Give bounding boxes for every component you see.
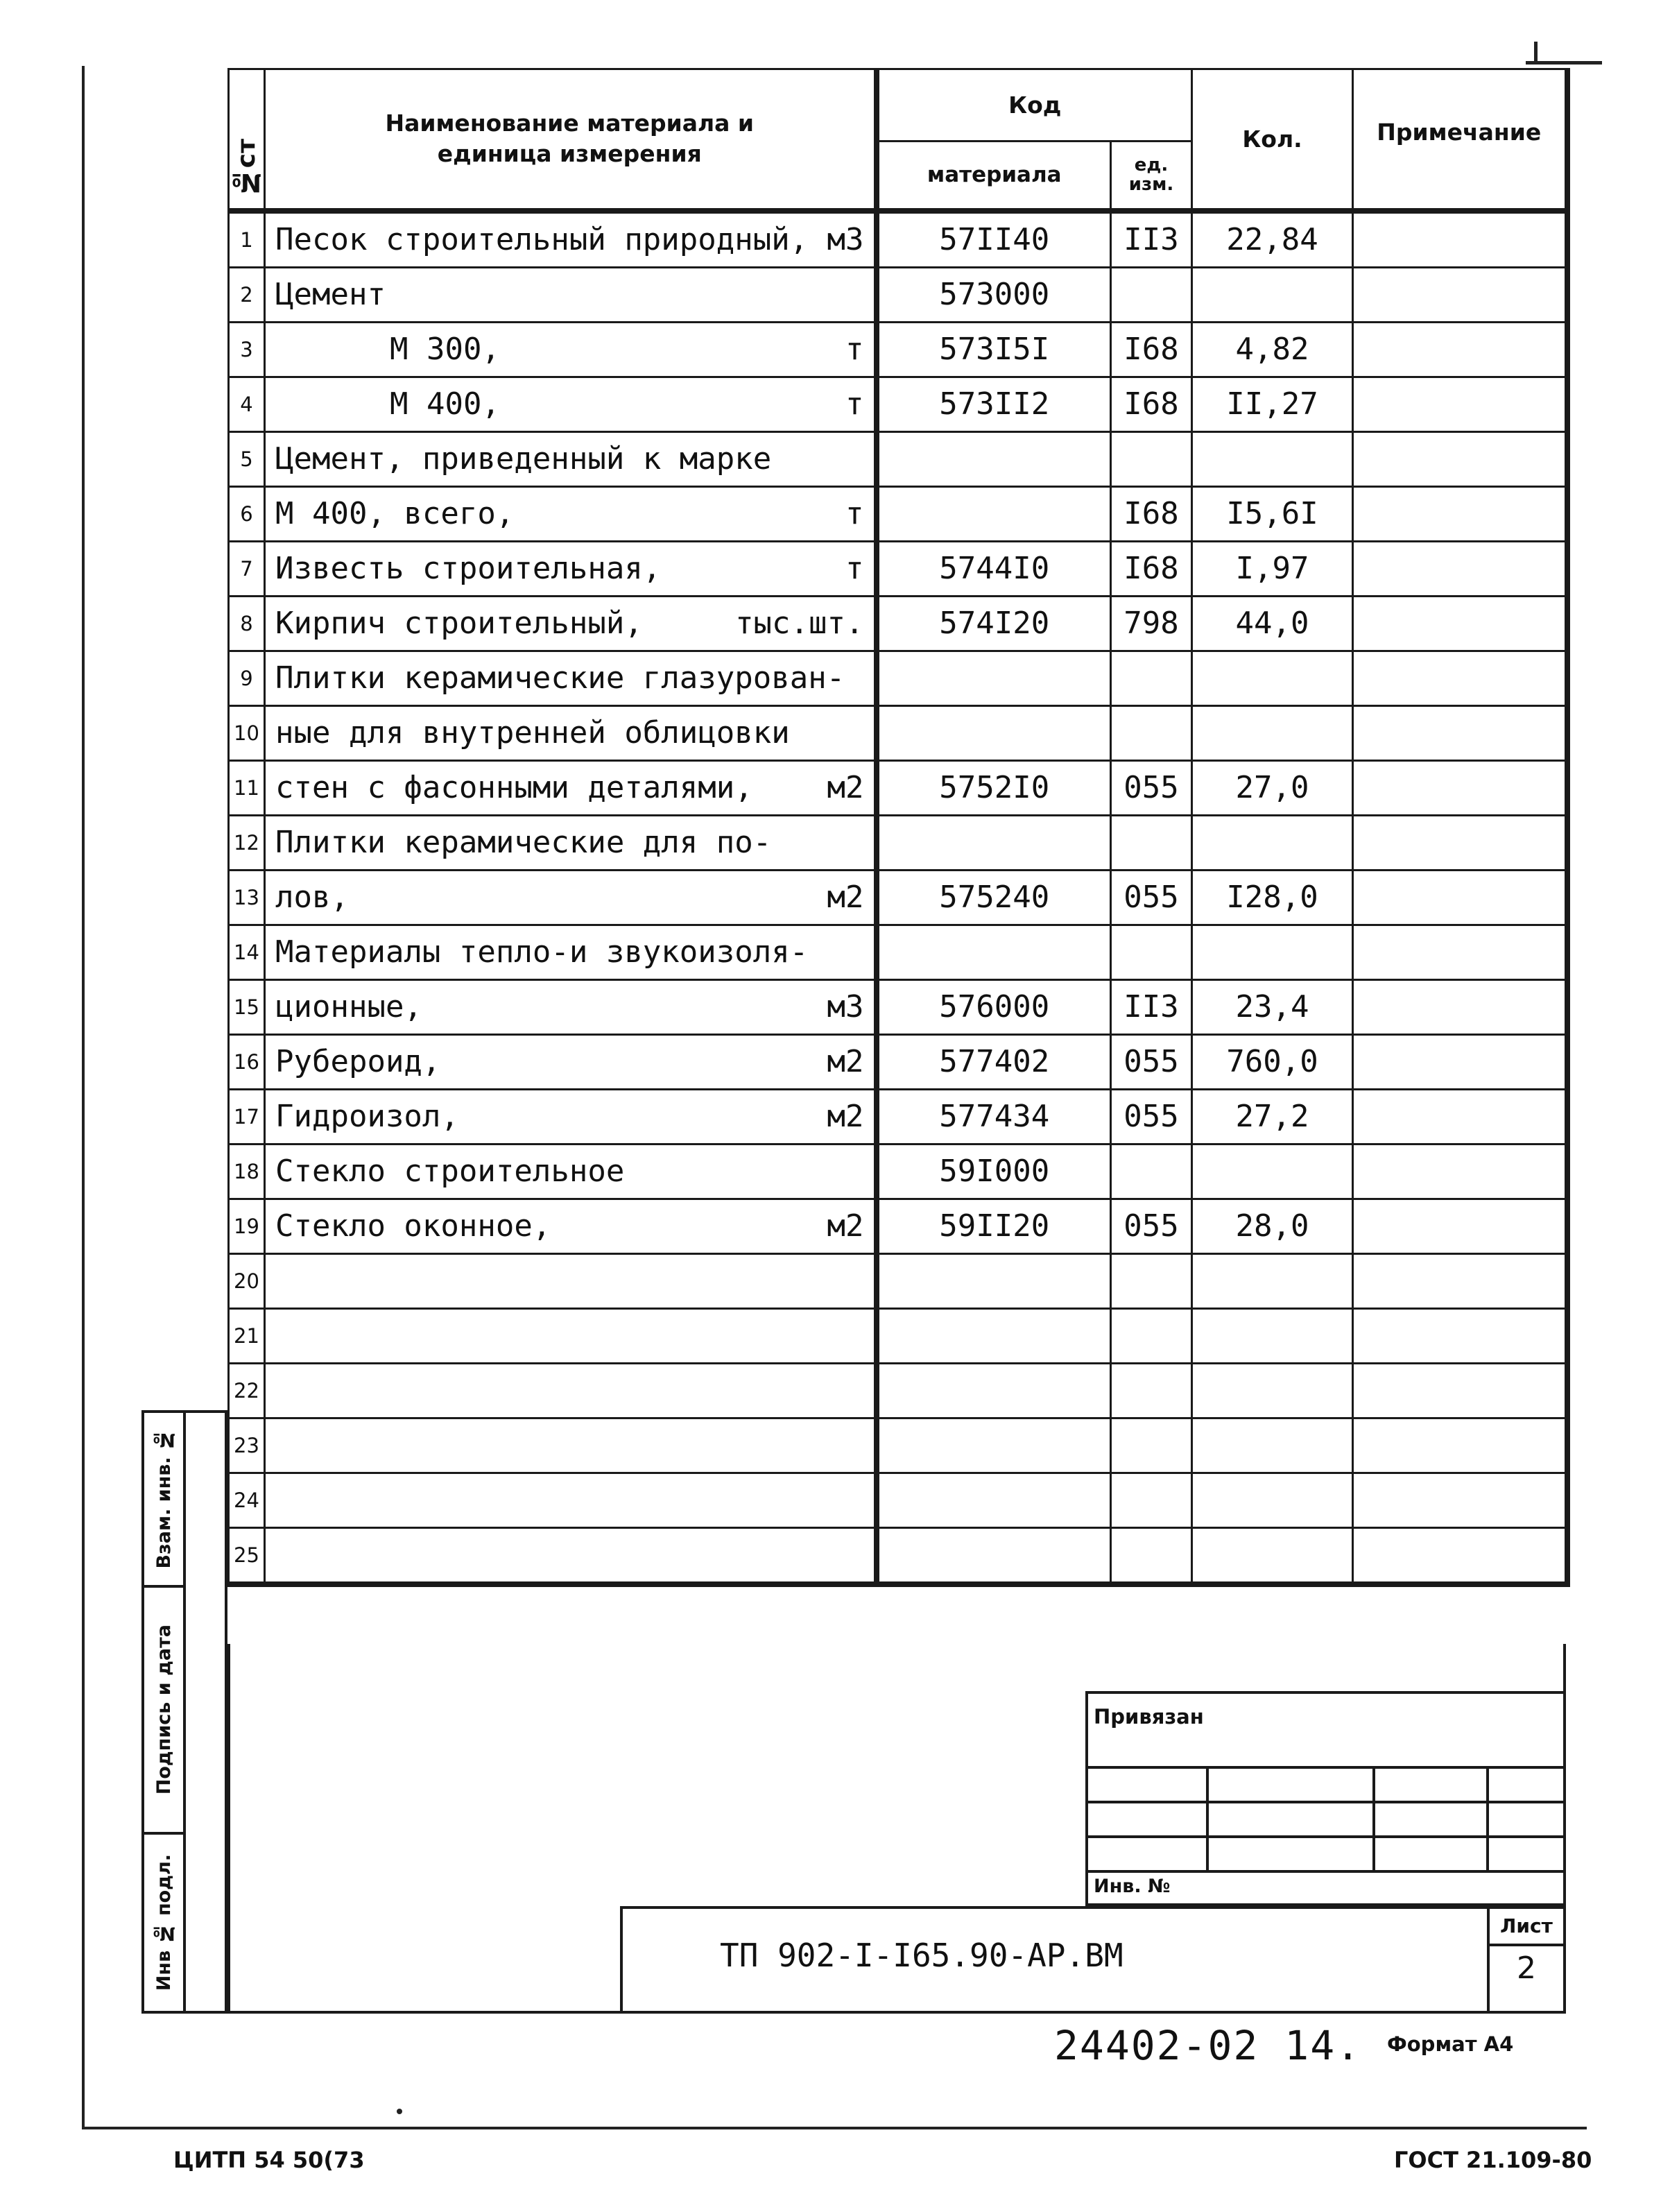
unit-code: 055	[1111, 760, 1192, 815]
table-row	[229, 1089, 1567, 1144]
material-name: Кирпич строительный,	[275, 606, 643, 641]
material-name: Гидроизол,	[275, 1099, 459, 1134]
note-cell	[1353, 1418, 1567, 1473]
gost-code: ГОСТ 21.109-80	[1394, 2147, 1592, 2173]
material-name: Материалы тепло-и звукоизоля-	[275, 934, 809, 970]
row-number: 22	[229, 1363, 265, 1418]
material-name-cell	[265, 1308, 877, 1363]
sheet-label: Лист	[1490, 1909, 1563, 1946]
material-name: Цемент, приведенный к марке	[275, 441, 772, 477]
unit-code	[1111, 1418, 1192, 1473]
material-name: ционные,	[275, 989, 422, 1024]
material-code: 5752I0	[877, 760, 1111, 815]
header-name	[265, 69, 877, 211]
material-code: 577402	[877, 1034, 1111, 1089]
side-label-inv-podl: Инв № подл.	[153, 1854, 175, 1991]
binding-stamp	[1085, 1691, 1566, 1906]
material-name-cell	[265, 1089, 877, 1144]
unit-code	[1111, 1308, 1192, 1363]
material-name: М 400,	[390, 386, 500, 422]
unit-code	[1111, 925, 1192, 979]
unit-code	[1111, 267, 1192, 322]
privyazan-label: Привязан	[1094, 1705, 1204, 1729]
material-code: 59I000	[877, 1144, 1111, 1199]
quantity	[1192, 1144, 1353, 1199]
quantity: 44,0	[1192, 596, 1353, 651]
note-cell	[1353, 651, 1567, 705]
unit-code: I68	[1111, 377, 1192, 431]
scan-speck	[397, 2109, 402, 2114]
table-row	[229, 1199, 1567, 1253]
side-label-podpis: Подпись и дата	[153, 1624, 175, 1795]
quantity	[1192, 1253, 1353, 1308]
row-number: 15	[229, 979, 265, 1034]
row-number: 4	[229, 377, 265, 431]
unit-code	[1111, 431, 1192, 486]
header-unit-code	[1111, 142, 1192, 211]
header-note	[1353, 69, 1567, 211]
note-cell	[1353, 1199, 1567, 1253]
quantity: I5,6I	[1192, 486, 1353, 541]
unit-code: I68	[1111, 541, 1192, 596]
unit-of-measure: тыс.шт.	[735, 606, 864, 641]
material-code	[877, 925, 1111, 979]
note-cell	[1353, 1144, 1567, 1199]
material-name-cell	[265, 979, 877, 1034]
row-number: 8	[229, 596, 265, 651]
citp-code: ЦИТП 54 50(73	[173, 2147, 365, 2173]
material-code: 573II2	[877, 377, 1111, 431]
binding-stamp-line	[1088, 1801, 1563, 1803]
material-code: 574I20	[877, 596, 1111, 651]
unit-code: 055	[1111, 1199, 1192, 1253]
binding-stamp-vline	[1486, 1766, 1489, 1870]
frame-bottom-border	[82, 2127, 1587, 2129]
document-designation-box	[620, 1906, 1566, 2014]
material-code	[877, 815, 1111, 870]
material-name: ные для внутренней облицовки	[275, 715, 790, 751]
unit-code	[1111, 815, 1192, 870]
unit-code: 055	[1111, 1034, 1192, 1089]
note-cell	[1353, 377, 1567, 431]
table-body	[229, 211, 1567, 1584]
material-code	[877, 431, 1111, 486]
header-name-label: Наименование материала и единица измерения	[385, 110, 755, 168]
binding-stamp-vline	[1206, 1766, 1209, 1870]
row-number: 20	[229, 1253, 265, 1308]
unit-code	[1111, 1473, 1192, 1527]
row-number: 3	[229, 322, 265, 377]
material-name: Известь строительная,	[275, 551, 662, 586]
note-cell	[1353, 1089, 1567, 1144]
unit-code: I68	[1111, 486, 1192, 541]
table-row	[229, 760, 1567, 815]
row-number: 12	[229, 815, 265, 870]
material-name-cell	[265, 705, 877, 760]
material-name: Плитки керамические для по-	[275, 825, 772, 860]
note-cell	[1353, 1363, 1567, 1418]
binding-stamp-line	[1088, 1766, 1563, 1769]
unit-of-measure: м2	[827, 1099, 864, 1134]
sheet-box	[1487, 1909, 1563, 2011]
side-label-vzam: Взам. инв. №	[153, 1429, 175, 1569]
quantity: 4,82	[1192, 322, 1353, 377]
note-cell	[1353, 1253, 1567, 1308]
note-cell	[1353, 486, 1567, 541]
material-name: Стекло строительное	[275, 1154, 625, 1189]
material-code: 573I5I	[877, 322, 1111, 377]
quantity	[1192, 705, 1353, 760]
side-cell-podpis	[144, 1588, 186, 1835]
material-name: лов,	[275, 880, 349, 915]
header-material-code	[877, 142, 1111, 211]
table-row	[229, 1473, 1567, 1527]
table-row	[229, 377, 1567, 431]
note-cell	[1353, 322, 1567, 377]
material-name: М 400, всего,	[275, 496, 515, 531]
table-row	[229, 1527, 1567, 1584]
table-row	[229, 1144, 1567, 1199]
note-cell	[1353, 1034, 1567, 1089]
material-code	[877, 1253, 1111, 1308]
row-number: 24	[229, 1473, 265, 1527]
table-row	[229, 596, 1567, 651]
note-cell	[1353, 267, 1567, 322]
unit-of-measure: м2	[827, 1208, 864, 1244]
material-name: Цемент	[275, 277, 386, 312]
quantity: 23,4	[1192, 979, 1353, 1034]
note-cell	[1353, 760, 1567, 815]
unit-of-measure: т	[845, 332, 864, 367]
row-number: 19	[229, 1199, 265, 1253]
table-row	[229, 1363, 1567, 1418]
note-cell	[1353, 705, 1567, 760]
header-qty	[1192, 69, 1353, 211]
table-row	[229, 211, 1567, 268]
material-name-cell	[265, 1418, 877, 1473]
material-name: М 300,	[390, 332, 500, 367]
material-name: Плитки керамические глазурован-	[275, 660, 845, 696]
document-code: ТП 902-I-I65.90-АР.ВМ	[720, 1937, 1123, 1974]
material-code: 576000	[877, 979, 1111, 1034]
row-number: 5	[229, 431, 265, 486]
material-name-cell	[265, 377, 877, 431]
quantity	[1192, 431, 1353, 486]
table-row	[229, 979, 1567, 1034]
unit-code	[1111, 1144, 1192, 1199]
table-row	[229, 815, 1567, 870]
inv-no-label: Инв. №	[1094, 1876, 1171, 1897]
material-name-cell	[265, 596, 877, 651]
archive-number: 24402-02 14.	[1054, 2022, 1362, 2069]
unit-code: II3	[1111, 211, 1192, 268]
material-code: 577434	[877, 1089, 1111, 1144]
header-no-st	[229, 69, 265, 211]
table-row	[229, 925, 1567, 979]
frame-left-border	[82, 66, 85, 2129]
sheet-number: 2	[1517, 1950, 1536, 1986]
binding-stamp-line	[1088, 1870, 1563, 1873]
material-code	[877, 705, 1111, 760]
note-cell	[1353, 815, 1567, 870]
row-number: 1	[229, 211, 265, 268]
table-row	[229, 651, 1567, 705]
quantity: 22,84	[1192, 211, 1353, 268]
material-code	[877, 1363, 1111, 1418]
row-number: 25	[229, 1527, 265, 1584]
note-cell	[1353, 1308, 1567, 1363]
unit-of-measure: м2	[827, 880, 864, 915]
header-qty-label: Кол.	[1242, 125, 1302, 153]
quantity: 27,0	[1192, 760, 1353, 815]
material-name-cell	[265, 1034, 877, 1089]
table-row	[229, 870, 1567, 925]
quantity: I28,0	[1192, 870, 1353, 925]
material-name-cell	[265, 1144, 877, 1199]
row-number: 11	[229, 760, 265, 815]
material-name: Песок строительный природный,	[275, 222, 809, 257]
quantity	[1192, 651, 1353, 705]
unit-code	[1111, 651, 1192, 705]
format-label: Формат А4	[1387, 2032, 1514, 2056]
side-stamp-table	[141, 1410, 227, 2014]
quantity: 28,0	[1192, 1199, 1353, 1253]
binding-stamp-line	[1088, 1835, 1563, 1838]
row-number: 14	[229, 925, 265, 979]
table-row	[229, 267, 1567, 322]
quantity: I,97	[1192, 541, 1353, 596]
note-cell	[1353, 541, 1567, 596]
row-number: 18	[229, 1144, 265, 1199]
note-cell	[1353, 596, 1567, 651]
unit-code: 055	[1111, 1089, 1192, 1144]
unit-code: II3	[1111, 979, 1192, 1034]
row-number: 16	[229, 1034, 265, 1089]
material-name-cell	[265, 1473, 877, 1527]
row-number: 23	[229, 1418, 265, 1473]
quantity	[1192, 925, 1353, 979]
row-number: 10	[229, 705, 265, 760]
row-number: 6	[229, 486, 265, 541]
note-cell	[1353, 870, 1567, 925]
material-name-cell	[265, 651, 877, 705]
quantity	[1192, 1363, 1353, 1418]
frame-corner-tick	[1534, 42, 1538, 64]
quantity	[1192, 1527, 1353, 1584]
table-row	[229, 486, 1567, 541]
note-cell	[1353, 431, 1567, 486]
quantity	[1192, 1418, 1353, 1473]
material-code: 5744I0	[877, 541, 1111, 596]
quantity	[1192, 815, 1353, 870]
table-row	[229, 322, 1567, 377]
quantity: 27,2	[1192, 1089, 1353, 1144]
header-unit-label: ед. изм.	[1128, 155, 1174, 196]
material-name-cell	[265, 486, 877, 541]
note-cell	[1353, 1473, 1567, 1527]
quantity	[1192, 1308, 1353, 1363]
material-code	[877, 1308, 1111, 1363]
binding-stamp-vline	[1372, 1766, 1375, 1870]
material-code	[877, 1418, 1111, 1473]
table-row	[229, 1253, 1567, 1308]
no-st-label: №ст	[232, 139, 261, 197]
header-note-label: Примечание	[1377, 119, 1542, 146]
table-row	[229, 705, 1567, 760]
material-code	[877, 1473, 1111, 1527]
table-row	[229, 1034, 1567, 1089]
row-number: 9	[229, 651, 265, 705]
material-name-cell	[265, 1253, 877, 1308]
material-code	[877, 1527, 1111, 1584]
unit-of-measure: м2	[827, 1044, 864, 1079]
material-name-cell	[265, 870, 877, 925]
row-number: 2	[229, 267, 265, 322]
material-name-cell	[265, 322, 877, 377]
material-name-cell	[265, 925, 877, 979]
unit-code	[1111, 1253, 1192, 1308]
note-cell	[1353, 211, 1567, 268]
unit-code: I68	[1111, 322, 1192, 377]
note-cell	[1353, 1527, 1567, 1584]
material-name: стен с фасонными деталями,	[275, 770, 753, 805]
material-name-cell	[265, 1527, 877, 1584]
unit-of-measure: м3	[827, 989, 864, 1024]
material-name-cell	[265, 1199, 877, 1253]
material-name-cell	[265, 760, 877, 815]
material-name-cell	[265, 541, 877, 596]
row-number: 7	[229, 541, 265, 596]
note-cell	[1353, 925, 1567, 979]
material-name: Рубероид,	[275, 1044, 441, 1079]
table-row	[229, 541, 1567, 596]
quantity: 760,0	[1192, 1034, 1353, 1089]
row-number: 13	[229, 870, 265, 925]
row-number: 17	[229, 1089, 265, 1144]
unit-code: 798	[1111, 596, 1192, 651]
material-code: 575240	[877, 870, 1111, 925]
table-row	[229, 431, 1567, 486]
materials-table	[227, 68, 1570, 1587]
header-code-group	[877, 69, 1192, 142]
unit-code: 055	[1111, 870, 1192, 925]
material-name-cell	[265, 1363, 877, 1418]
header-material-label: материала	[927, 162, 1062, 188]
material-name: Стекло оконное,	[275, 1208, 551, 1244]
quantity	[1192, 267, 1353, 322]
side-cell-vzam	[144, 1413, 186, 1588]
material-name-cell	[265, 267, 877, 322]
unit-code	[1111, 1363, 1192, 1418]
table-row	[229, 1308, 1567, 1363]
material-name-cell	[265, 211, 877, 268]
material-name-cell	[265, 431, 877, 486]
unit-code	[1111, 1527, 1192, 1584]
unit-of-measure: т	[845, 496, 864, 531]
unit-of-measure: т	[845, 386, 864, 422]
unit-code	[1111, 705, 1192, 760]
table-row	[229, 1418, 1567, 1473]
side-cell-inv-podl	[144, 1835, 186, 2011]
material-code	[877, 486, 1111, 541]
quantity: II,27	[1192, 377, 1353, 431]
row-number: 21	[229, 1308, 265, 1363]
quantity	[1192, 1473, 1353, 1527]
material-code: 573000	[877, 267, 1111, 322]
unit-of-measure: т	[845, 551, 864, 586]
material-code: 57II40	[877, 211, 1111, 268]
material-name-cell	[265, 815, 877, 870]
material-code: 59II20	[877, 1199, 1111, 1253]
unit-of-measure: м3	[827, 222, 864, 257]
unit-of-measure: м2	[827, 770, 864, 805]
header-code-label: Код	[1008, 92, 1062, 119]
material-code	[877, 651, 1111, 705]
note-cell	[1353, 979, 1567, 1034]
